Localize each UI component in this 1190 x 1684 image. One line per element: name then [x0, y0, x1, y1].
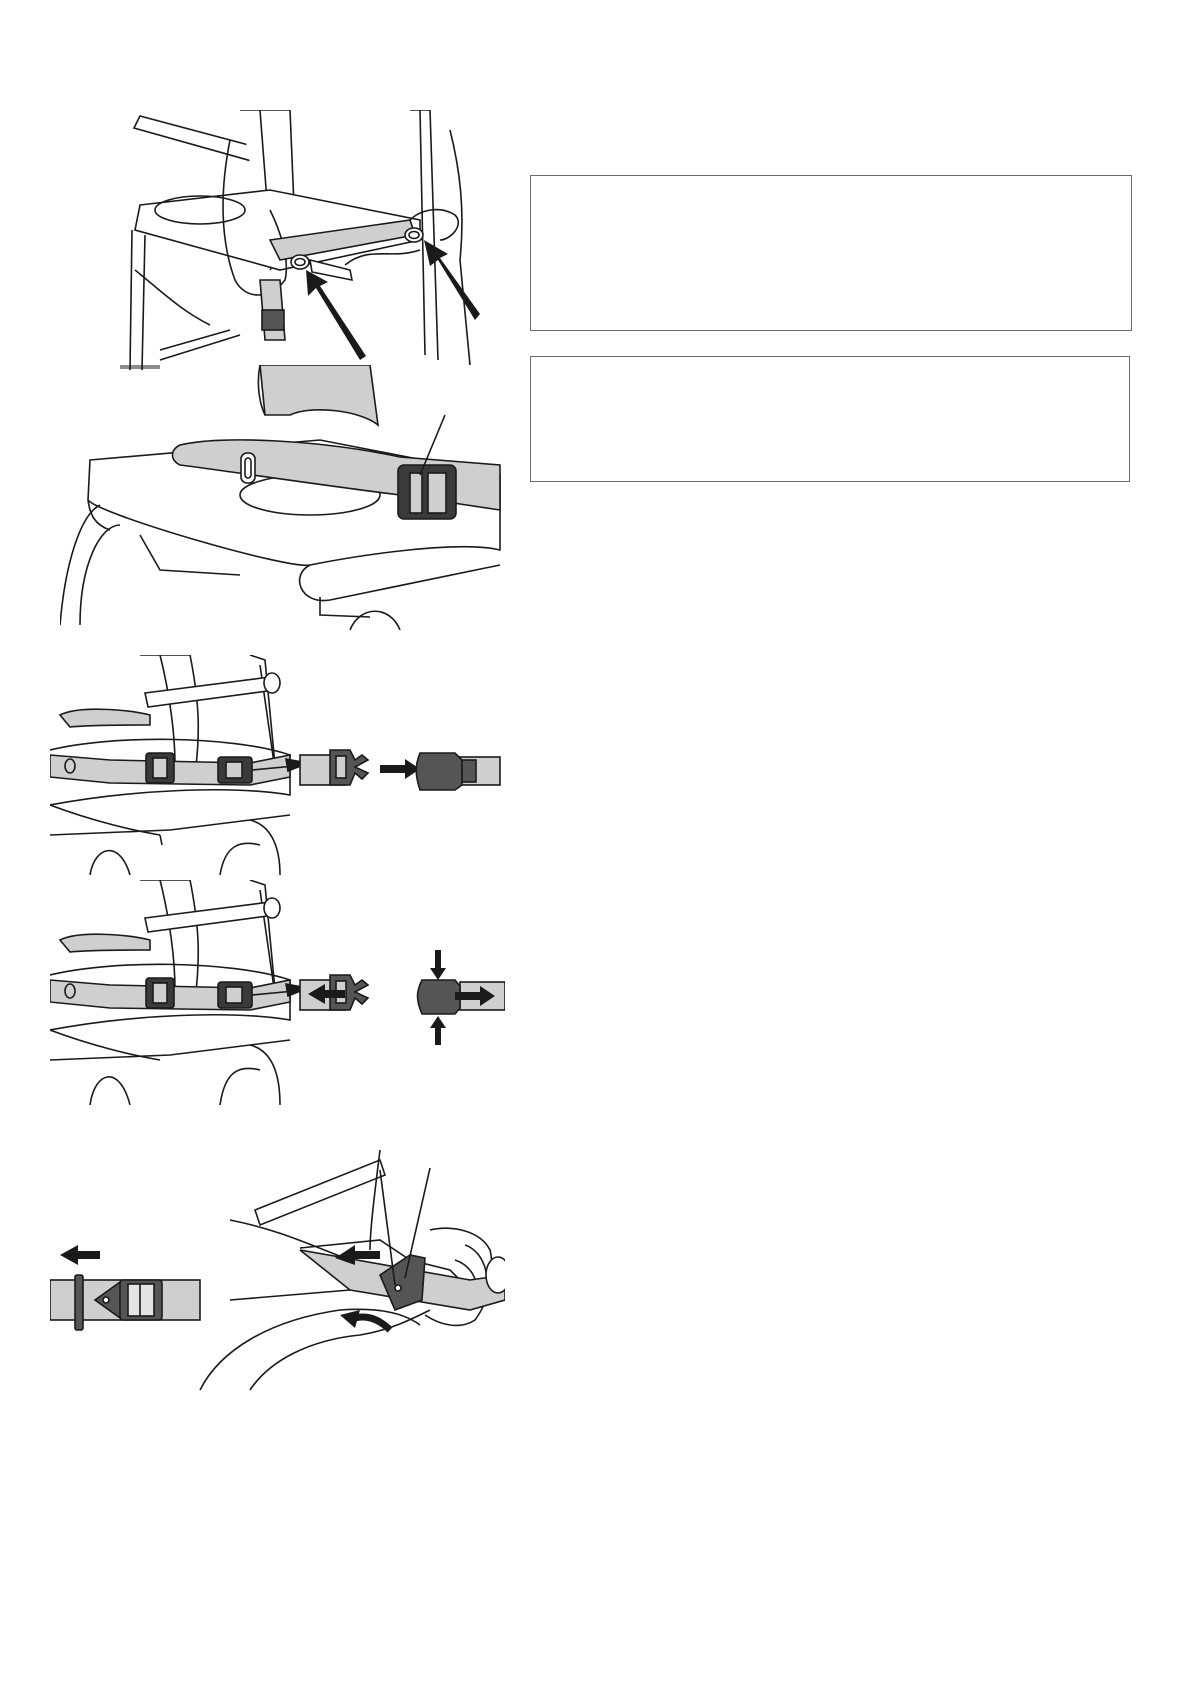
- text-box-2: [530, 356, 1130, 482]
- arrow-icon: [306, 270, 366, 360]
- arrow-icon: [380, 759, 420, 779]
- arrow-icon: [60, 1245, 100, 1265]
- strap-adjust-figure: [50, 1150, 505, 1410]
- chair-strap-mounting-figure: [120, 110, 500, 375]
- text-box-1: [530, 175, 1132, 331]
- arrow-icon: [424, 240, 480, 320]
- buckle: [398, 465, 456, 519]
- buckle-release-figure: [50, 880, 505, 1105]
- buckle-fasten-figure: [50, 655, 505, 875]
- seat-strap-buckle-figure: [60, 365, 505, 630]
